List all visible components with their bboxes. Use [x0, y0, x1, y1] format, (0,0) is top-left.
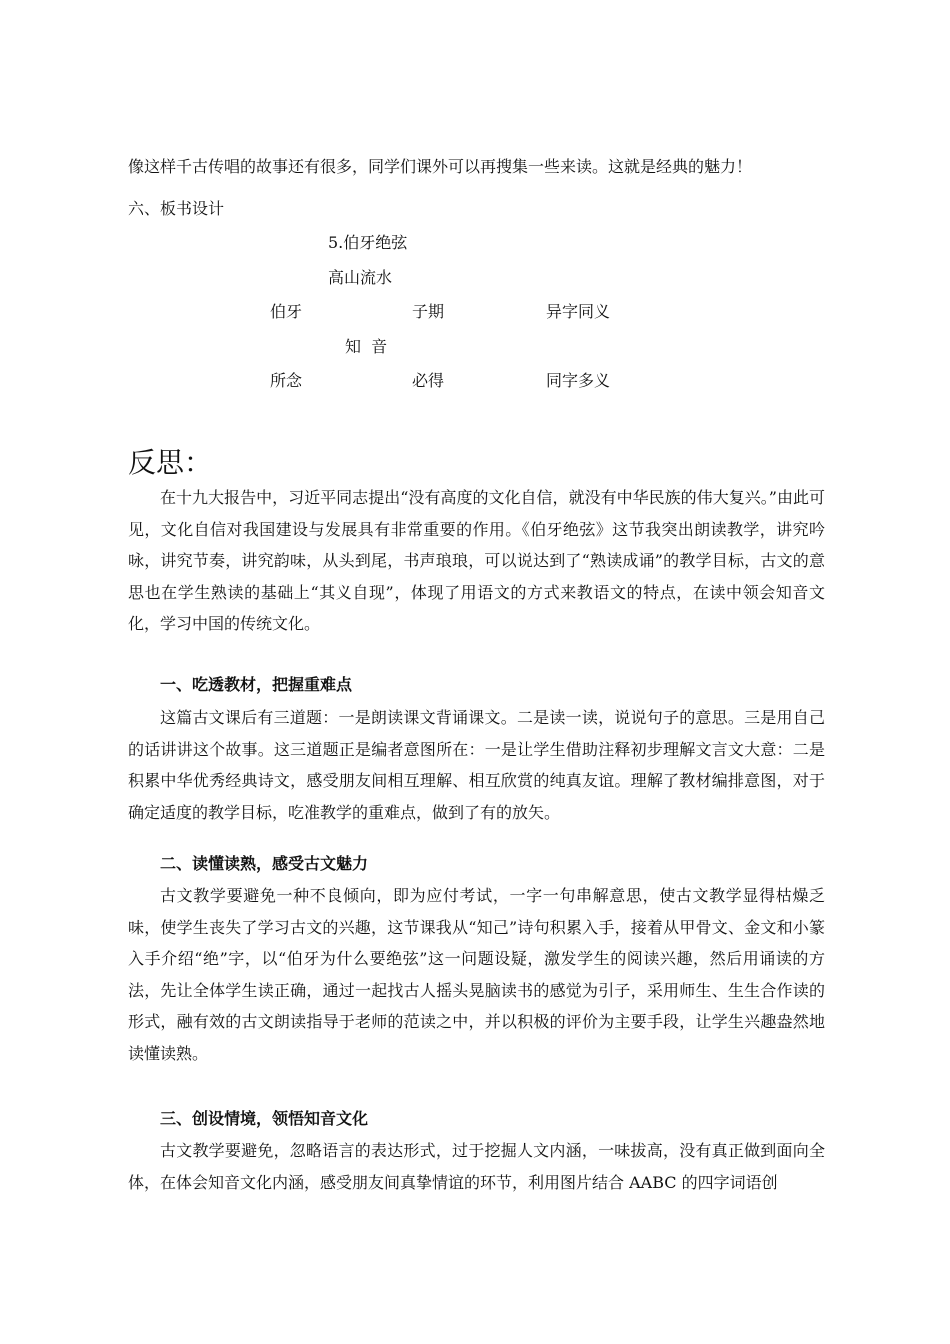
- section-paragraph-2: 古文教学要避免一种不良倾向，即为应付考试，一字一句串解意思，使古文教学显得枯燥乏味，使学生丧失了学习古文的兴趣，这节课我从“知己”诗句积累入手，接着从甲骨文、金文和小篆入手介绍“绝”字，以“伯牙为什么要绝弦”这一问题设疑，激发学生的阅读兴趣，然后用诵读的方法，先让全体学生读正确，通过一起找古人摇头晃脑读书的感觉为引子，采用师生、生生合作读的形式，融有效的古文朗读指导于老师的范读之中，并以积极的评价为主要手段，让学生兴趣盎然地读懂读熟。: [128, 886, 825, 1063]
- board-cell-boya: 伯牙: [270, 302, 303, 321]
- section-heading-2: 二、读懂读熟，感受古文魅力: [160, 854, 369, 873]
- board-cell-suonian: 所念: [270, 371, 303, 390]
- board-cell-tongzi: 同字多义: [546, 371, 611, 390]
- board-cell-bide: 必得: [412, 371, 445, 390]
- reflection-intro-paragraph: 在十九大报告中，习近平同志提出“没有高度的文化自信，就没有中华民族的伟大复兴。”由此可见，文化自信对我国建设与发展具有非常重要的作用。《伯牙绝弦》这节我突出朗读教学，讲究吟咏，讲究节奏，讲究韵味，从头到尾，书声琅琅，可以说达到了“熟读成诵”的教学目标，古文的意思也在学生熟读的基础上“其义自现”，体现了用语文的方式来教语文的特点，在读中领会知音文化，学习中国的传统文化。: [128, 488, 825, 633]
- intro-line: 像这样千古传唱的故事还有很多，同学们课外可以再搜集一些来读。这就是经典的魅力！: [128, 157, 753, 176]
- board-subtitle: 高山流水: [328, 268, 393, 287]
- board-cell-yizi: 异字同义: [546, 302, 611, 321]
- section-heading-1: 一、吃透教材，把握重难点: [160, 675, 353, 694]
- board-section-title: 六、板书设计: [128, 199, 225, 218]
- section-paragraph-3: 古文教学要避免，忽略语言的表达形式，过于挖掘人文内涵，一味拔高，没有真正做到面向全体，在体会知音文化内涵，感受朋友间真挚情谊的环节，利用图片结合 AABC 的四字词语创: [128, 1141, 825, 1192]
- board-center-zhiyin: 知 音: [345, 337, 388, 356]
- board-lesson-title: 5.伯牙绝弦: [328, 233, 408, 252]
- section-heading-3: 三、创设情境，领悟知音文化: [160, 1109, 369, 1128]
- board-cell-ziqi: 子期: [412, 302, 445, 321]
- section-paragraph-1: 这篇古文课后有三道题：一是朗读课文背诵课文。二是读一读，说说句子的意思。三是用自己的话讲讲这个故事。这三道题正是编者意图所在：一是让学生借助注释初步理解文言文大意：二是积累中华优秀经典诗文，感受朋友间相互理解、相互欣赏的纯真友谊。理解了教材编排意图，对于确定适度的教学目标，吃准教学的重难点，做到了有的放矢。: [128, 708, 825, 822]
- reflection-title: 反思：: [128, 446, 213, 479]
